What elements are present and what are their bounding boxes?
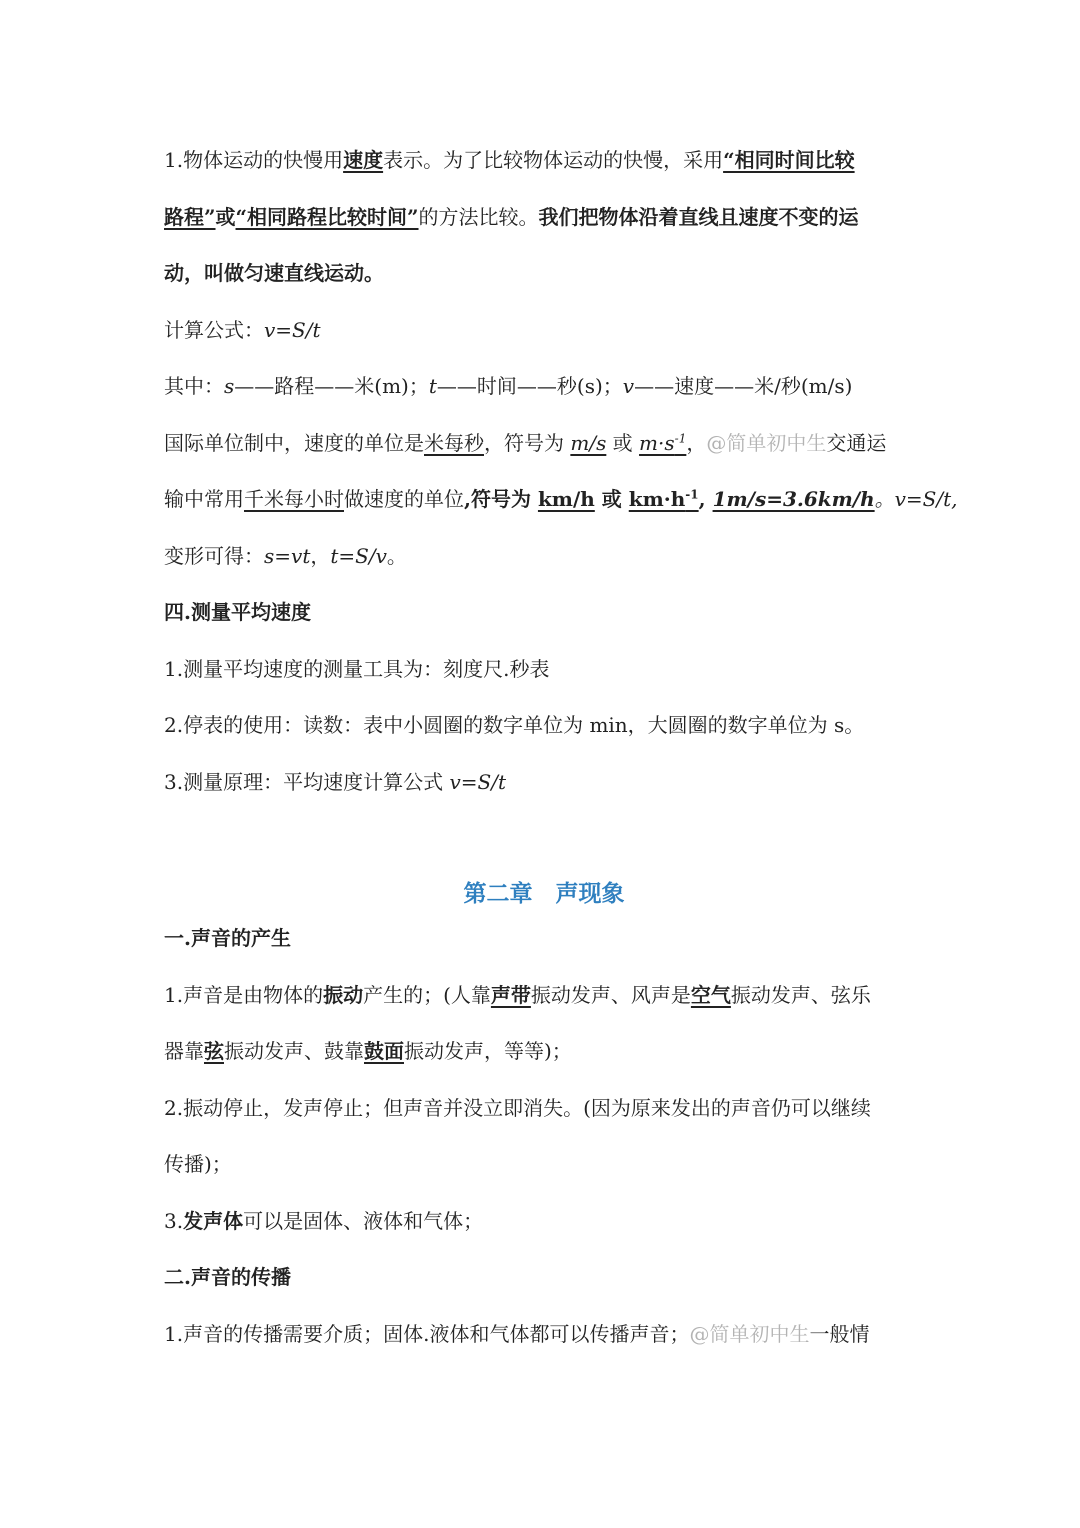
term-meter-per-second: 米每秒	[424, 431, 484, 455]
text: ——路程——米(m)；	[234, 374, 429, 398]
formula-label: 计算公式：	[164, 318, 264, 342]
section-heading-sound-propagation: 二.声音的传播	[164, 1265, 291, 1289]
text: 3.	[164, 1209, 184, 1233]
si-unit-line-2	[164, 484, 958, 514]
text: 产生的；(人靠	[363, 983, 491, 1007]
key-phrase-same-time: “相同时间比较	[723, 148, 855, 172]
list-item: 1.测量平均速度的测量工具为：刻度尺.秒表	[164, 657, 550, 681]
text: 。	[386, 544, 407, 568]
conversion-formula: 1m/s=3.6km/h	[712, 487, 875, 511]
text: 一般情	[809, 1322, 870, 1346]
text: ，符号为	[484, 431, 571, 455]
definition-uniform-motion: 我们把物体沿着直线且速度不变的运	[538, 205, 859, 229]
formula-s: s=vt	[264, 544, 311, 568]
term-km-per-hour: 千米每小时	[244, 487, 344, 511]
sound-production-line-2	[164, 1036, 572, 1066]
text: 1.物体运动的快慢用	[164, 148, 344, 172]
text: 。v=S/t,	[874, 487, 958, 511]
text: 国际单位制中，速度的单位是	[164, 431, 424, 455]
superscript: -1	[685, 487, 699, 502]
sound-production-line-5	[164, 1206, 483, 1236]
key-phrase-distance: 路程”	[164, 205, 216, 229]
paragraph-speed-line-2	[164, 202, 859, 232]
paragraph-speed-line-3: 动，叫做匀速直线运动。	[164, 261, 384, 285]
text: ，	[310, 544, 331, 568]
key-term-air: 空气	[690, 983, 731, 1007]
symbol-v: v	[622, 374, 635, 398]
symbol-t: t	[428, 374, 437, 398]
list-item	[164, 767, 506, 797]
text: 或	[594, 487, 629, 511]
text: 或	[606, 431, 640, 455]
text: ——时间——秒(s)；	[436, 374, 623, 398]
text: 交通运	[826, 431, 887, 455]
text: 其中：	[164, 374, 224, 398]
key-term-sound-source: 发声体	[183, 1209, 244, 1233]
symbol-m-s: m/s	[570, 431, 607, 455]
key-term-vocal-cords: 声带	[490, 983, 531, 1007]
formula-value: v=S/t	[449, 770, 506, 794]
sound-production-line-1	[164, 980, 871, 1010]
paragraph-speed-line-1	[164, 145, 855, 175]
superscript: -1	[674, 431, 687, 446]
section-heading-average-speed: 四.测量平均速度	[164, 600, 311, 624]
sound-production-line-3: 2.振动停止，发声停止；但声音并没立即消失。(因为原来发出的声音仍可以继续	[164, 1096, 871, 1120]
formula-line	[164, 315, 321, 345]
symbol-s: s	[224, 374, 235, 398]
si-unit-line-3	[164, 541, 407, 571]
text: m·s	[639, 431, 675, 455]
text: 的方法比较。	[418, 205, 539, 229]
watermark: @简单初中生	[689, 1322, 810, 1346]
text: ,符号为	[464, 487, 538, 511]
text: 或	[215, 205, 236, 229]
sound-propagation-line-1	[164, 1319, 869, 1349]
text: 振动发声、风声是	[530, 983, 691, 1007]
formula-value: v=S/t	[264, 318, 321, 342]
section-heading-sound-production: 一.声音的产生	[164, 926, 291, 950]
si-unit-line-1	[164, 428, 886, 458]
text: 振动发声、弦乐	[730, 983, 871, 1007]
text: 3.测量原理：平均速度计算公式	[164, 770, 450, 794]
key-phrase-same-distance: “相同路程比较时间”	[235, 205, 419, 229]
text: 输中常用	[164, 487, 244, 511]
chapter-title: 第二章 声现象	[463, 880, 625, 907]
key-term-speed: 速度	[343, 148, 384, 172]
units-line	[164, 371, 852, 401]
symbol-m-s-inverse	[639, 431, 686, 455]
text: 1.声音是由物体的	[164, 983, 324, 1007]
key-term-drumhead: 鼓面	[364, 1039, 404, 1063]
list-item: 2.停表的使用：读数：表中小圆圈的数字单位为 min，大圆圈的数字单位为 s。	[164, 713, 865, 737]
text: 变形可得：	[164, 544, 264, 568]
text: ,	[698, 487, 713, 511]
key-term-vibration: 振动	[323, 983, 364, 1007]
text: ——速度——米/秒(m/s)	[634, 374, 853, 398]
text: 振动发声，等等)；	[404, 1039, 572, 1063]
text: 做速度的单位	[344, 487, 464, 511]
text: 表示。为了比较物体运动的快慢，采用	[383, 148, 724, 172]
text: 器靠	[164, 1039, 204, 1063]
key-term-string: 弦	[204, 1039, 224, 1063]
symbol-km-h-inverse	[629, 487, 699, 511]
text: 1.声音的传播需要介质；固体.液体和气体都可以传播声音；	[164, 1322, 690, 1346]
watermark: @简单初中生	[706, 431, 827, 455]
text: ，	[686, 431, 707, 455]
sound-production-line-4: 传播)；	[164, 1152, 232, 1176]
text: km·h	[628, 487, 686, 511]
text: 振动发声、鼓靠	[224, 1039, 364, 1063]
text: 可以是固体、液体和气体；	[243, 1209, 484, 1233]
symbol-km-h: km/h	[537, 487, 595, 511]
formula-t: t=S/v	[330, 544, 387, 568]
